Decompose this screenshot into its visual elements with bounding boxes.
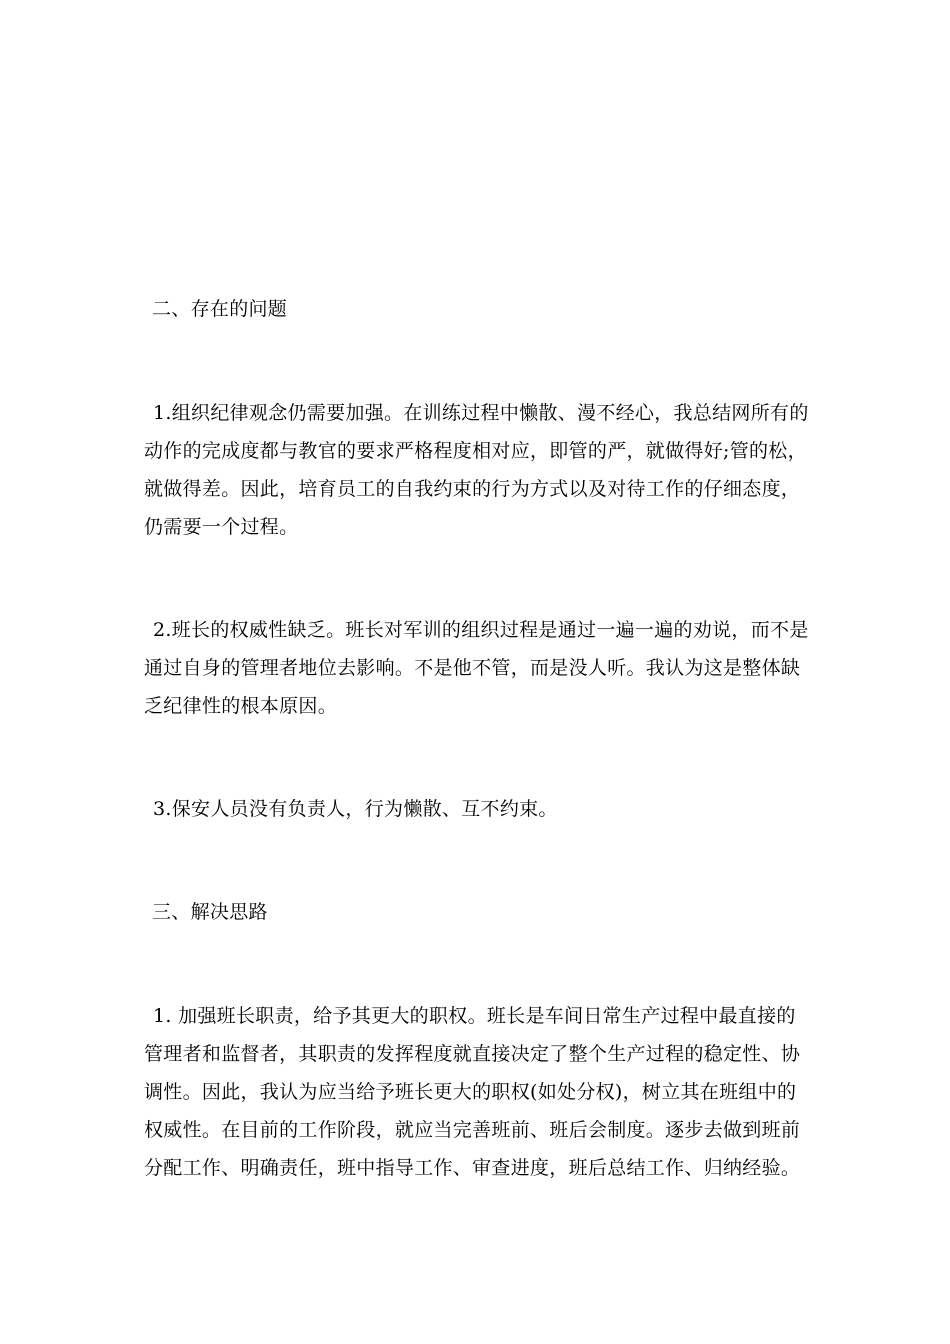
paragraph-problem-3: 3.保安人员没有负责人，行为懒散、互不约束。 bbox=[153, 798, 558, 820]
section-heading-solutions: 三、解决思路 bbox=[152, 901, 268, 923]
paragraph-problem-1: 1.组织纪律观念仍需要加强。在训练过程中懒散、漫不经心，我总结网所有的动作的完成度都与教官的要求严格程度相对应，即管的严，就做得好;管的松，就做得差。因此，培育员工的自我约束的行为方式以及对待工作的仔细态度，仍需要一个过程。 bbox=[144, 402, 809, 538]
section-heading-problems: 二、存在的问题 bbox=[152, 298, 288, 320]
paragraph-problem-2: 2.班长的权威性缺乏。班长对军训的组织过程是通过一遍一遍的劝说，而不是通过自身的管理者地位去影响。不是他不管，而是没人听。我认为这是整体缺乏纪律性的根本原因。 bbox=[144, 619, 809, 717]
paragraph-solution-1: 1. 加强班长职责，给予其更大的职权。班长是车间日常生产过程中最直接的管理者和监督者，其职责的发挥程度就直接决定了整个生产过程的稳定性、协调性。因此，我认为应当给予班长更大的职权(如处分权)，树立其在班组中的权威性。在目前的工作阶段，就应当完善班前、班后会制度。逐步去做到班前分配工作、明确责任，班中指导工作、审查进度，班后总结工作、归纳经验。 bbox=[144, 1005, 801, 1179]
